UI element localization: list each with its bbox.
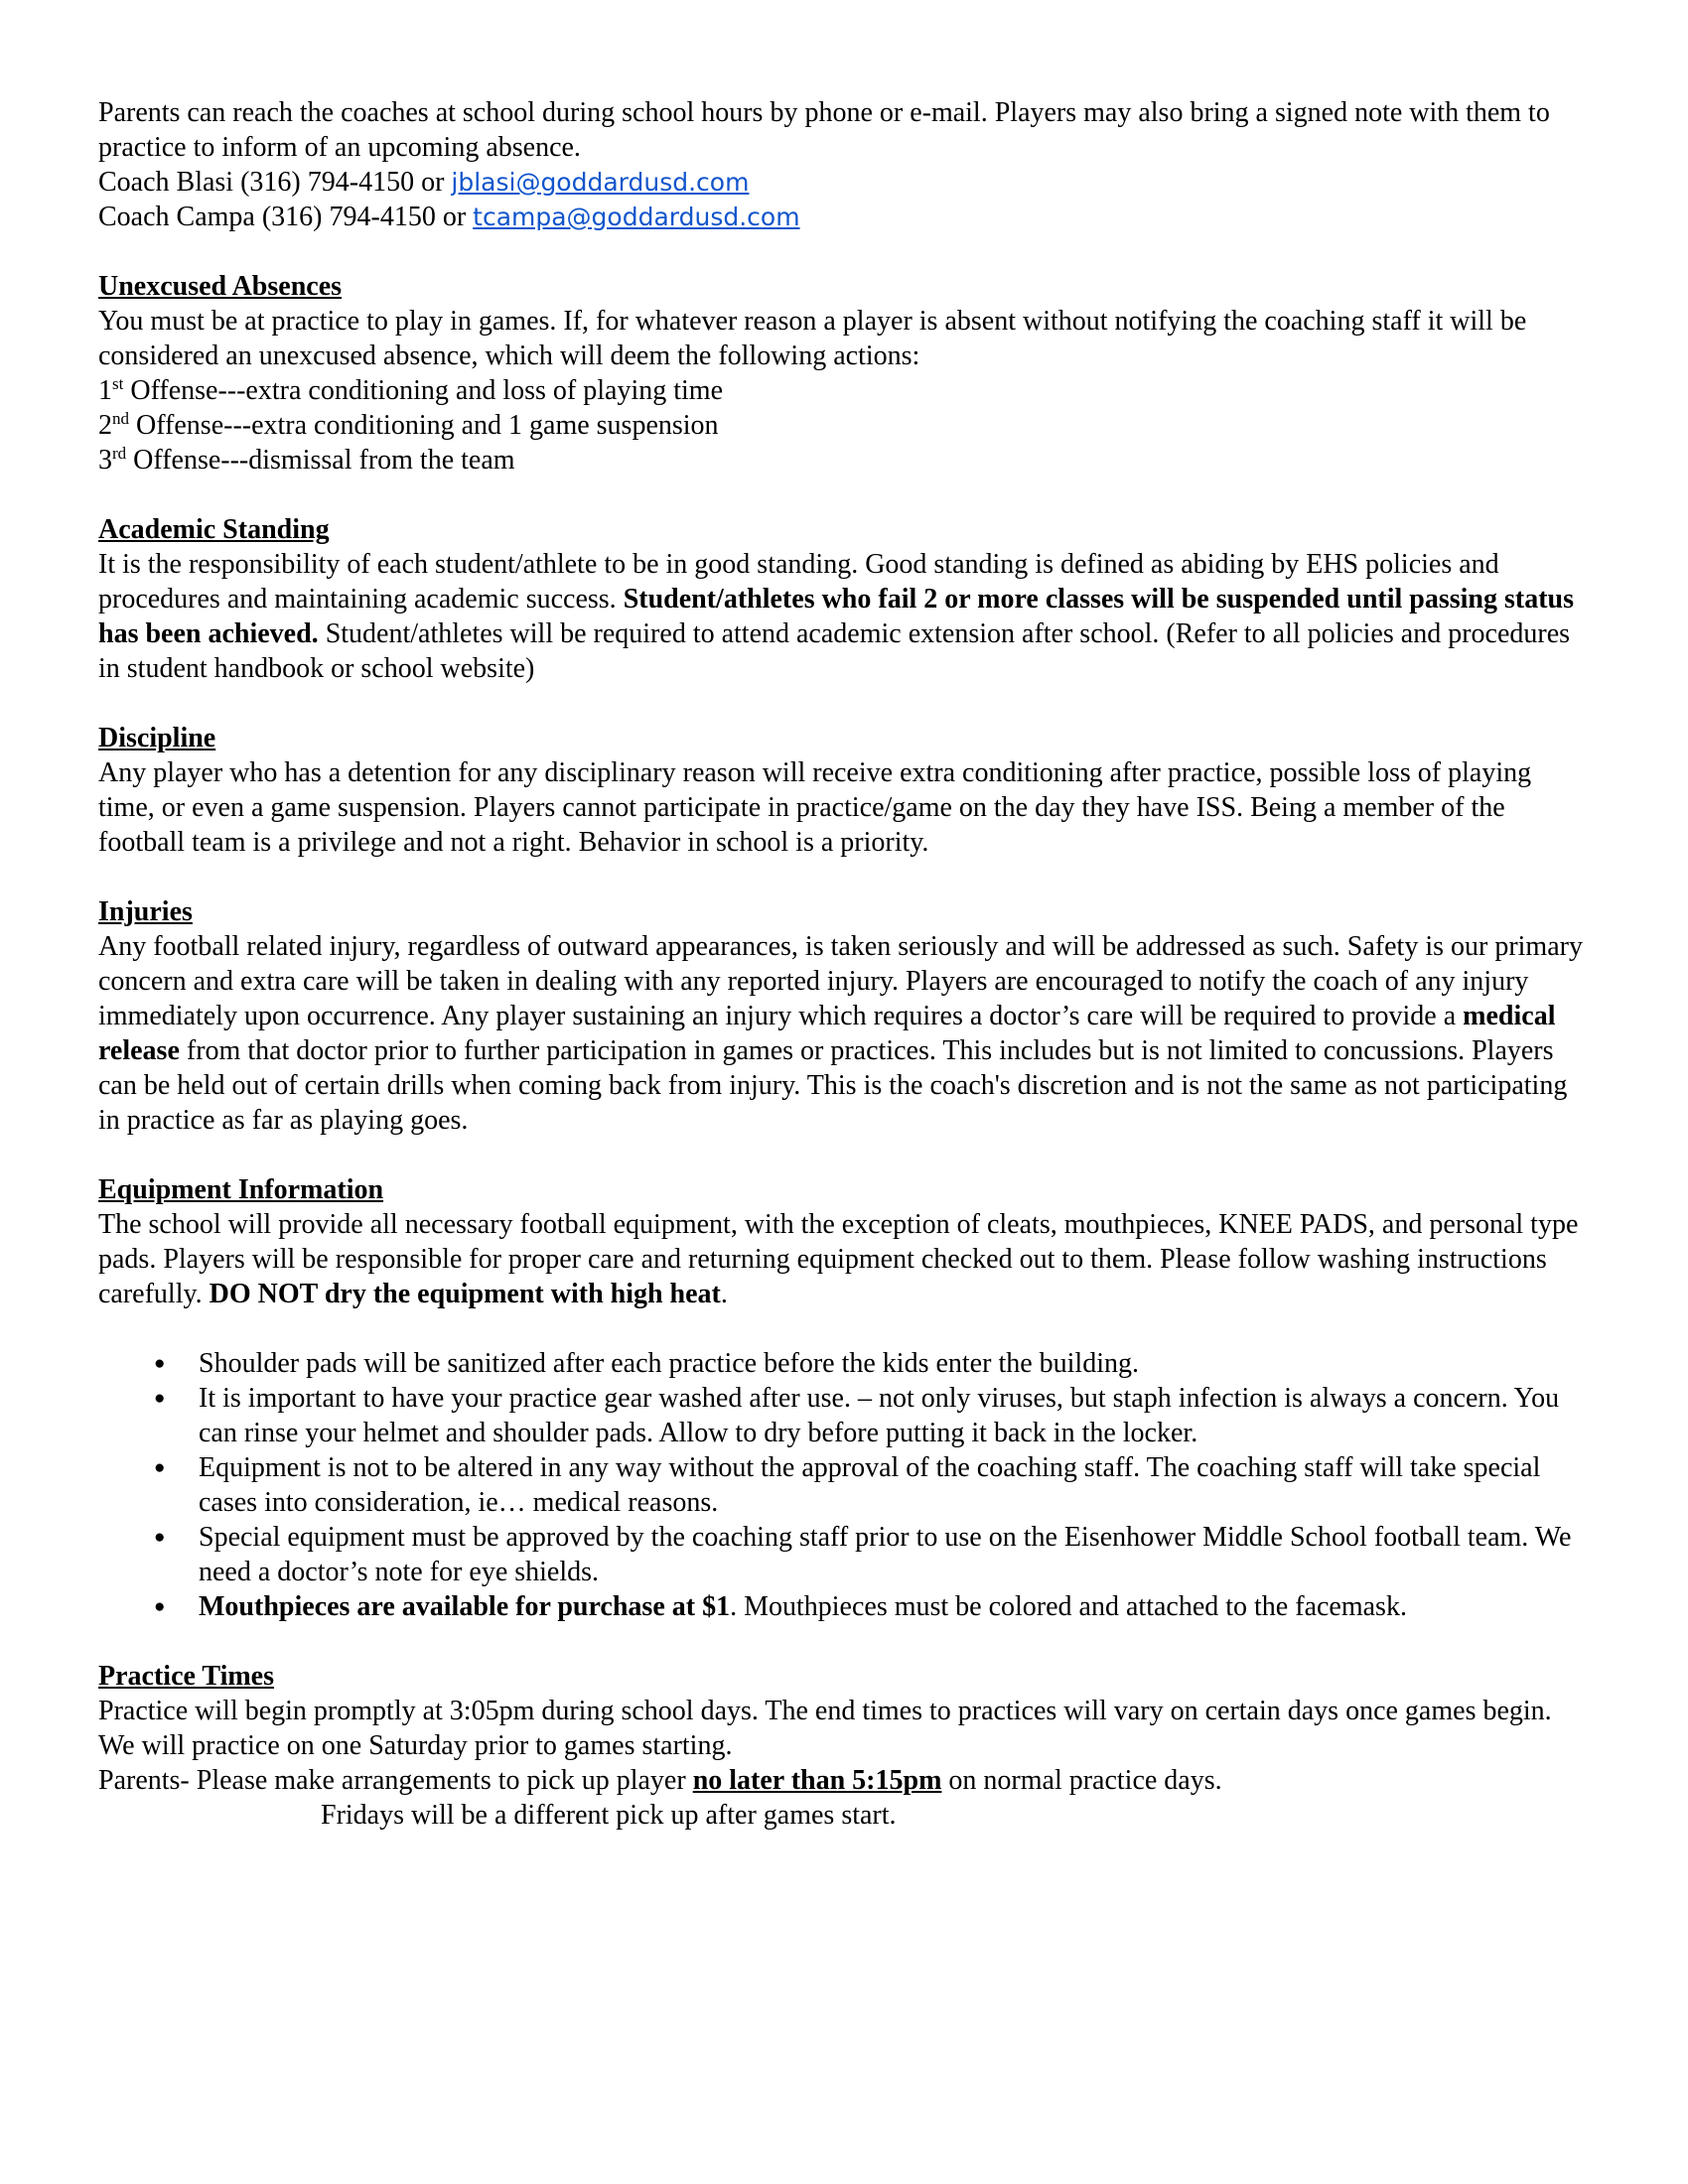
academic-standing-heading: Academic Standing — [98, 514, 330, 545]
offense-text: Offense---dismissal from the team — [126, 445, 515, 476]
equipment-bold-text: DO NOT dry the equipment with high heat — [209, 1279, 721, 1309]
practice-times-body: Practice will begin promptly at 3:05pm during school days. The end times to practices will vary on certain days once games begin. We will practice on one Saturday prior to games starting. — [98, 1696, 1552, 1761]
discipline-body: Any player who has a detention for any disciplinary reason will receive extra conditioning after practice, possible loss of playing time, or even a game suspension. Players cannot participate in practice/game on the day they have ISS. Being a member of the football team is a privilege and not a right. Behavior in school is a priority. — [98, 757, 1532, 858]
list-item-text: Shoulder pads will be sanitized after each practice before the kids enter the building. — [199, 1348, 1139, 1379]
injuries-text-2: from that doctor prior to further participation in games or practices. This includes but is not limited to concussions. Players can be held out of certain drills when coming back from injury. This is the coach's discretion and is not the same as not participating in practice as far as playing goes. — [98, 1035, 1568, 1136]
injuries-bold-text: medical release — [98, 1001, 1556, 1066]
list-item-text: . Mouthpieces must be colored and attached to the facemask. — [730, 1591, 1407, 1622]
bullet-icon: ● — [154, 1457, 166, 1478]
bullet-icon: ● — [154, 1527, 166, 1548]
coach-campa-phone: Coach Campa (316) 794-4150 or — [98, 202, 474, 232]
academic-standing-body — [98, 547, 1588, 686]
list-item-bold-text: Mouthpieces are available for purchase at $1 — [199, 1591, 731, 1622]
bullet-icon: ● — [154, 1388, 166, 1409]
injuries-text-1: Any football related injury, regardless of outward appearances, is taken seriously and will be addressed as such. Safety is our primary concern and extra care will be taken in dealing with any reported injury. Players are encouraged to notify the coach of any injury immediately upon occurrence. Any player sustaining an injury which requires a doctor’s care will be required to provide a — [98, 931, 1583, 1031]
section-gap — [98, 860, 1588, 894]
offense-number: 3 — [98, 445, 112, 476]
pickup-deadline: no later than 5:15pm — [692, 1765, 942, 1796]
coach-campa-contact — [98, 200, 1588, 234]
practice-times-heading: Practice Times — [98, 1661, 275, 1692]
contact-intro: Parents can reach the coaches at school during school hours by phone or e-mail. Players may also bring a signed note with them to practice to inform of an upcoming absence. — [98, 97, 1550, 163]
offense-text: Offense---extra conditioning and 1 game suspension — [129, 410, 719, 441]
list-item-text: Equipment is not to be altered in any way without the approval of the coaching staff. The coaching staff will take special cases into consideration, ie… medical reasons. — [199, 1452, 1541, 1518]
list-item-text: Special equipment must be approved by the coaching staff prior to use on the Eisenhower Middle School football team. We need a doctor’s note for eye shields. — [199, 1522, 1572, 1587]
unexcused-absences-heading: Unexcused Absences — [98, 271, 343, 302]
offense-ordinal: rd — [112, 444, 127, 463]
equipment-bullet-list — [98, 1346, 1588, 1624]
coach-blasi-email-link[interactable]: jblasi@goddardusd.com — [451, 168, 750, 197]
coach-campa-email-link[interactable]: tcampa@goddardusd.com — [473, 203, 800, 231]
list-item — [98, 1520, 1588, 1589]
equipment-text-1: The school will provide all necessary football equipment, with the exception of cleats, mouthpieces, KNEE PADS, and personal type pads. Players will be responsible for proper care and returning equipment checked out to them. Please follow washing instructions carefully. — [98, 1209, 1579, 1309]
section-gap — [98, 234, 1588, 269]
equipment-information-heading: Equipment Information — [98, 1174, 384, 1205]
offense-line — [98, 443, 1588, 478]
offense-ordinal: nd — [112, 409, 129, 428]
bullet-icon: ● — [154, 1596, 166, 1617]
section-gap — [98, 478, 1588, 512]
academic-bold-text: Student/athletes who fail 2 or more classes will be suspended until passing status has been achieved. — [98, 584, 1575, 649]
discipline-heading: Discipline — [98, 723, 216, 753]
section-gap — [98, 1311, 1588, 1346]
academic-text-1: It is the responsibility of each student/athlete to be in good standing. Good standing is defined as abiding by EHS policies and procedures and maintaining academic success. — [98, 549, 1499, 614]
section-gap — [98, 686, 1588, 721]
injuries-body — [98, 929, 1588, 1138]
list-item — [98, 1381, 1588, 1450]
offense-number: 2 — [98, 410, 112, 441]
offense-number: 1 — [98, 375, 112, 406]
offense-text: Offense---extra conditioning and loss of playing time — [123, 375, 724, 406]
coach-blasi-contact — [98, 165, 1588, 200]
document-page — [98, 95, 1588, 1833]
offense-ordinal: st — [112, 374, 124, 393]
academic-text-2: Student/athletes will be required to attend academic extension after school. (Refer to all policies and procedures in student handbook or school website) — [98, 618, 1571, 684]
coach-blasi-phone: Coach Blasi (316) 794-4150 or — [98, 167, 452, 198]
parents-pickup-line — [98, 1763, 1588, 1798]
list-item — [98, 1346, 1588, 1381]
bullet-icon: ● — [154, 1353, 166, 1374]
parents-pickup-prefix: Parents- Please make arrangements to pick up player — [98, 1765, 693, 1796]
section-gap — [98, 1138, 1588, 1172]
list-item-text: It is important to have your practice gear washed after use. – not only viruses, but staph infection is always a concern. You can rinse your helmet and shoulder pads. Allow to dry before putting it back in the locker. — [199, 1383, 1560, 1448]
equipment-information-body — [98, 1207, 1588, 1311]
list-item — [98, 1589, 1588, 1624]
offense-line — [98, 373, 1588, 408]
equipment-text-2: . — [720, 1279, 728, 1309]
list-item — [98, 1450, 1588, 1520]
offense-line — [98, 408, 1588, 443]
section-gap — [98, 1624, 1588, 1659]
injuries-heading: Injuries — [98, 896, 193, 927]
fridays-pickup-line: Fridays will be a different pick up after games start. — [321, 1800, 897, 1831]
unexcused-absences-body: You must be at practice to play in games. If, for whatever reason a player is absent without notifying the coaching staff it will be considered an unexcused absence, which will deem the following actions: — [98, 306, 1527, 371]
parents-pickup-suffix: on normal practice days. — [941, 1765, 1222, 1796]
